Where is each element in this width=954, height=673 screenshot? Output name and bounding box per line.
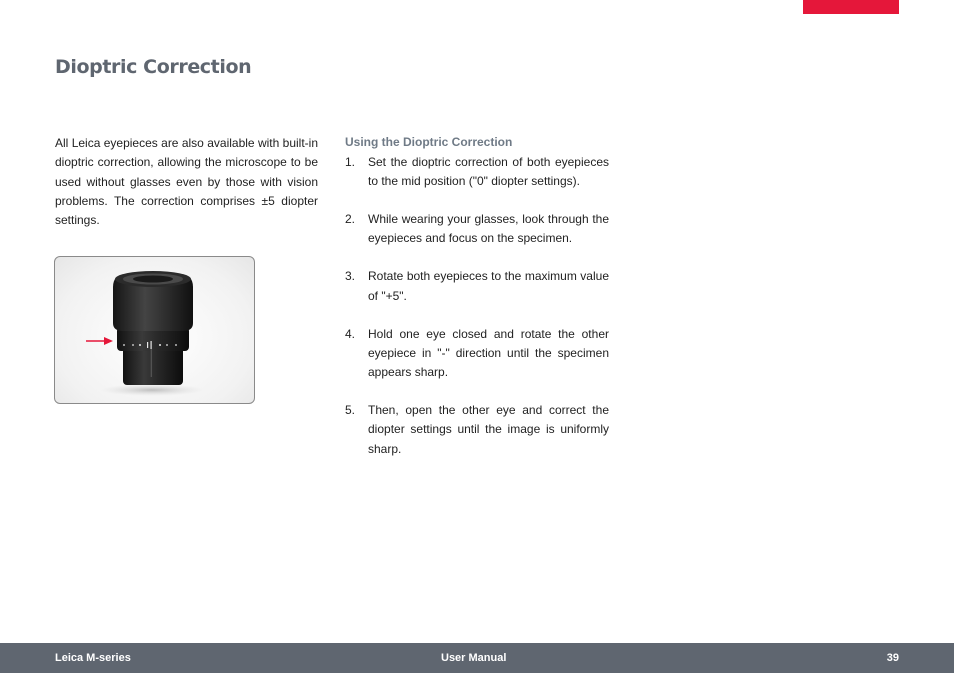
page-title: Dioptric Correction [55, 56, 252, 78]
step-number: 3. [345, 269, 356, 284]
footer-document: User Manual [441, 652, 507, 664]
step-text: Set the dioptric correction of both eyepieces to the mid position ("0" diopter settings). [368, 155, 609, 189]
step-item [345, 267, 609, 306]
step-item [345, 325, 609, 383]
eyepiece-photo-icon [55, 257, 254, 403]
step-number: 1. [345, 155, 356, 169]
footer-page-number: 39 [886, 652, 899, 664]
step-item [345, 153, 609, 192]
steps-list [345, 153, 609, 459]
step-number: 2. [345, 212, 356, 227]
eyepiece-figure [54, 256, 255, 404]
step-text: While wearing your glasses, look through the eyepieces and focus on the specimen. [368, 212, 609, 246]
intro-paragraph: All Leica eyepieces are also available with built-in dioptric correction, allowing the microscope to be used without glasses even by those with vision problems. The correction comprises ±5 diopter settings. [55, 136, 318, 228]
step-text: Then, open the other eye and correct the diopter settings until the image is uniformly sharp. [368, 403, 609, 456]
step-item [345, 401, 609, 459]
step-item [345, 210, 609, 249]
footer-product: Leica M-series [55, 652, 131, 664]
step-number: 5. [345, 403, 356, 418]
step-text: Rotate both eyepieces to the maximum value of "+5". [368, 269, 609, 303]
step-text: Hold one eye closed and rotate the other eyepiece in "-" direction until the specimen appears sharp. [368, 326, 609, 380]
page-footer [0, 643, 954, 673]
steps-heading: Using the Dioptric Correction [345, 135, 513, 149]
step-number: 4. [345, 326, 356, 341]
red-accent-tab [803, 0, 899, 14]
